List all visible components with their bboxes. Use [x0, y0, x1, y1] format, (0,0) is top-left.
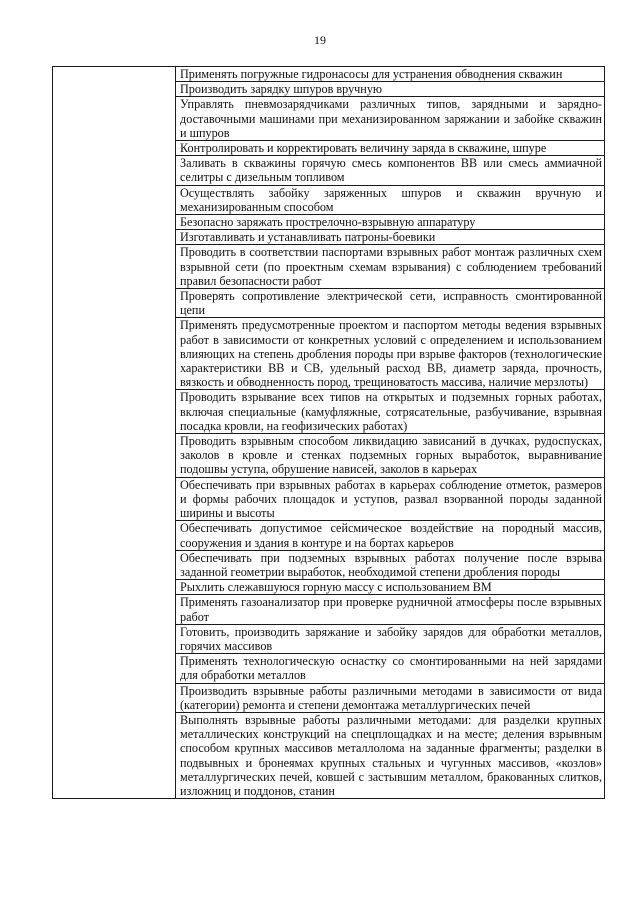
skill-item: Обеспечивать при взрывных работах в карьерах соблюдение отметок, размеров и формы рабочих площадок и уступов, развал взорванной породы заданной ширины и высоты	[176, 477, 605, 521]
skill-item: Производить взрывные работы различными методами в зависимости от вида (категории) ремонта и степени демонтажа металлургических печей	[176, 683, 605, 712]
skill-item: Обеспечивать допустимое сейсмическое воздействие на породный массив, сооружения и здания в контуре и на бортах карьеров	[176, 521, 605, 550]
empty-left-cell	[53, 67, 176, 799]
skill-item: Проводить взрывным способом ликвидацию зависаний в дучках, рудоспусках, заколов в кровле и стенках подземных горных выработок, выравнивание подошвы уступа, обрушение нависей, заколов в карьерах	[176, 434, 605, 478]
skill-item: Изготавливать и устанавливать патроны-боевики	[176, 230, 605, 245]
skill-item: Осуществлять забойку заряженных шпуров и скважин вручную и механизированным способом	[176, 185, 605, 214]
skill-item: Проводить взрывание всех типов на открытых и подземных горных работах, включая специальные (камуфляжные, сотрясательные, разбучивание, взрывная посадка кровли, на геофизических работах)	[176, 390, 605, 434]
skill-item: Выполнять взрывные работы различными методами: для разделки крупных металлических конструкций на спецплощадках и на месте; деления взрывным способом крупных массивов металлолома на заданные фрагменты; разделки в подвывных и бронеямах крупных стальных и чугунных массивов, «козлов» металлургических печей, ковшей с застывшим металлом, бракованных слитков, изложниц и поддонов, станин	[176, 712, 605, 798]
skill-item: Применять газоанализатор при проверке рудничной атмосферы после взрывных работ	[176, 595, 605, 624]
skill-item: Заливать в скважины горячую смесь компонентов ВВ или смесь аммиачной селитры с дизельным топливом	[176, 156, 605, 185]
skill-item: Применять погружные гидронасосы для устранения обводнения скважин	[176, 67, 605, 82]
skill-item: Готовить, производить заряжание и забойку зарядов для обработки металлов, горячих массивов	[176, 624, 605, 653]
page-number: 19	[314, 33, 326, 47]
skill-item: Применять технологическую оснастку со смонтированными на ней зарядами для обработки металлов	[176, 654, 605, 683]
skill-item: Контролировать и корректировать величину заряда в скважине, шпуре	[176, 141, 605, 156]
table-body	[53, 67, 605, 799]
skill-item: Управлять пневмозарядчиками различных типов, зарядными и зарядно-доставочными машинами при механизированном заряжании и забойке скважин и шпуров	[176, 97, 605, 141]
table-row	[53, 67, 605, 82]
skill-item: Рыхлить слежавшуюся горную массу с использованием ВМ	[176, 580, 605, 595]
skill-item: Безопасно заряжать прострелочно-взрывную аппаратуру	[176, 215, 605, 230]
skills-table	[52, 66, 605, 799]
skill-item: Проводить в соответствии паспортами взрывных работ монтаж различных схем взрывной сети (по проектным схемам взрывания) с соблюдением требований правил безопасности работ	[176, 245, 605, 289]
skill-item: Обеспечивать при подземных взрывных работах получение после взрыва заданной геометрии выработок, необходимой степени дробления породы	[176, 550, 605, 579]
skill-item: Производить зарядку шпуров вручную	[176, 82, 605, 97]
skill-item: Применять предусмотренные проектом и паспортом методы ведения взрывных работ в зависимости от конкретных условий с определением и использованием влияющих на степень дробления породы при взрыве факторов (технологические характеристики ВВ и СВ, удельный расход ВВ, диаметр заряда, прочность, вязкость и обводненность пород, трещиноватость массива, наличие мерзлоты)	[176, 318, 605, 390]
skill-item: Проверять сопротивление электрической сети, исправность смонтированной цепи	[176, 289, 605, 318]
